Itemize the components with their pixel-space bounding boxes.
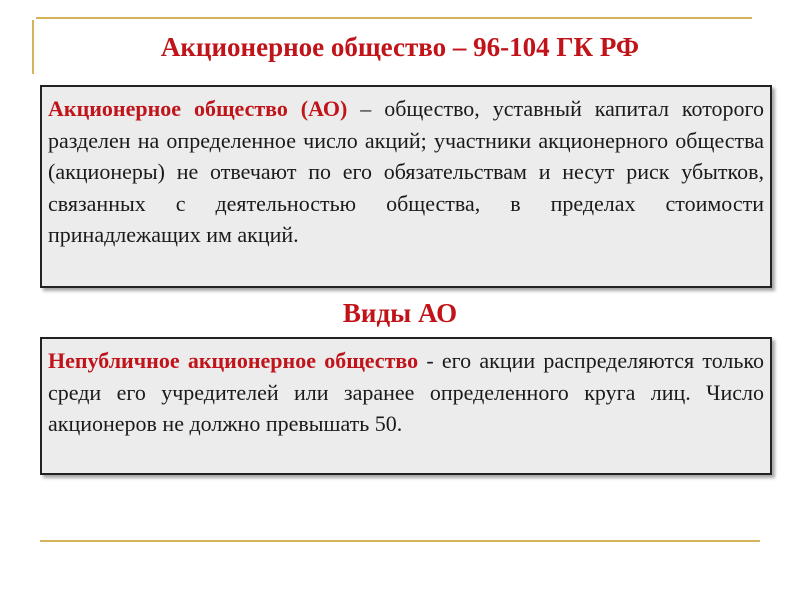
definition-box — [40, 85, 772, 288]
bottom-decorative-rule — [40, 540, 760, 542]
type-text: - его акции распределяются только среди его учредителей или заранее определенного круга лиц. Число акционеров не должно превышать 50. — [48, 348, 764, 436]
type-term: Непубличное акционерное общество — [48, 348, 419, 373]
top-decorative-rule — [36, 17, 752, 19]
slide-title: Акционерное общество – 96-104 ГК РФ — [160, 32, 640, 62]
definition-text: – общество, уставный капитал которого разделен на определенное число акций; участники акционерного общества (акционеры) не отвечают по его обязательствам и несут риск убытков, связанных с деятельностью общества, в пределах стоимости принадлежащих им акций. — [48, 96, 765, 247]
section-subtitle: Виды АО — [342, 298, 458, 328]
type-box — [40, 337, 772, 475]
definition-term: Акционерное общество (АО) — [48, 96, 348, 121]
